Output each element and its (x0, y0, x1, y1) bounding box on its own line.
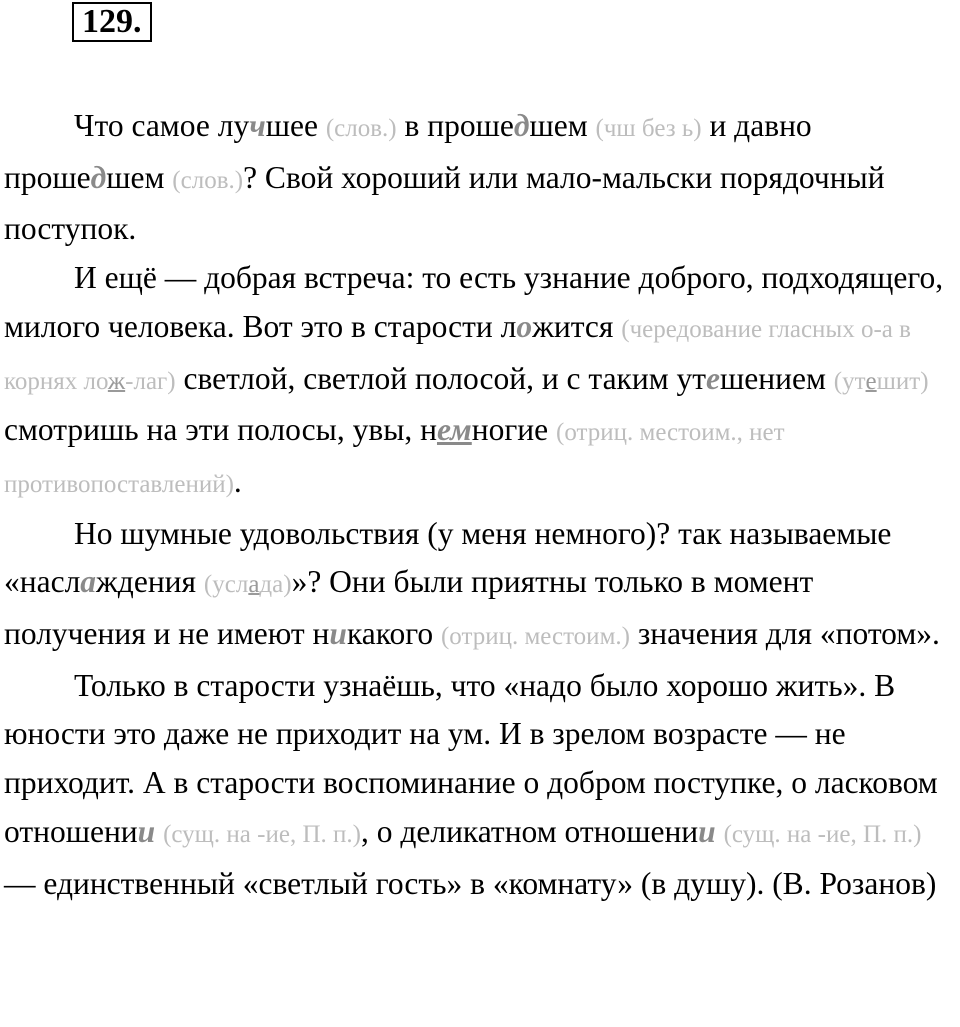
grammar-note: (сущ. на -ие, П. п.) (163, 820, 361, 848)
grammar-note: (отриц. местоим.) (440, 623, 630, 651)
text-run: Но шумные удовольствия (у меня немного)? так называемые «насл (4, 515, 892, 600)
note-part: (чередование гласных о-а в корнях ло (4, 315, 911, 395)
text-run: какого (346, 616, 441, 652)
highlighted-letter: ч (249, 108, 266, 143)
note-part: -лаг) (125, 367, 176, 395)
grammar-note: (слов.) (325, 115, 397, 142)
text-run: ногие (471, 412, 557, 448)
text-run (716, 814, 724, 849)
grammar-note: (сущ. на -ие, П. п.) (723, 820, 922, 848)
text-run: , о деликатном отношени (360, 813, 699, 849)
note-underlined-letter: ж (107, 367, 126, 395)
text-run: и давно проше (4, 108, 812, 195)
text-run: Что самое лу (74, 108, 250, 143)
text-run: жится (532, 308, 622, 344)
text-run: Только в старости узнаёшь, что «надо было хорошо жить». В юности это даже не приходит на ум. И в зрелом возрасте — не приходит. А в старости воспоминание о добром поступке, о ласковом отношени (4, 667, 938, 849)
highlighted-letter: и (329, 616, 347, 652)
highlighted-letter: д (513, 108, 530, 143)
grammar-note (204, 571, 292, 598)
paragraph-2 (4, 254, 956, 510)
highlighted-letter: д (90, 159, 107, 195)
paragraph-4 (4, 662, 956, 909)
highlighted-letter: е (706, 360, 721, 396)
paragraph-3 (4, 510, 956, 662)
highlighted-letter: и (698, 813, 716, 849)
text-run: шением (720, 360, 834, 396)
highlighted-letter: а (80, 564, 97, 600)
highlighted-letter: о (516, 308, 533, 344)
highlighted-letters: ем (436, 412, 472, 448)
note-part: да) (259, 571, 292, 599)
paragraph-1 (4, 102, 956, 254)
exercise-number: 129 (82, 3, 133, 40)
text-run: И ещё — добрая встреча: то есть узнание доброго, подходящего, милого человека. Вот это в старости л (4, 260, 944, 344)
text-run: в проше (396, 108, 514, 143)
text-run: светлой, светлой полосой, и с таким ут (175, 360, 707, 396)
text-run: — единственный «светлый гость» в «комнату» (в душу). (В. Розанов) (4, 865, 937, 901)
text-run: . (233, 463, 242, 499)
grammar-note: (чш без ь) (595, 115, 702, 142)
text-run: шем (106, 159, 173, 195)
text-run: смотришь на эти полосы, увы, н (4, 412, 437, 448)
text-run: ? Свой хороший или мало-мальски порядочный поступок. (4, 159, 885, 247)
note-underlined-letter: е (865, 367, 877, 395)
note-underlined-letter: а (248, 571, 260, 599)
exercise-number-box (72, 2, 152, 42)
highlighted-letter: и (137, 813, 156, 849)
exercise-text (4, 102, 956, 908)
note-part: (усл (203, 571, 249, 599)
note-part: шит) (876, 367, 929, 395)
text-run (155, 814, 163, 849)
grammar-note: (слов.) (172, 166, 244, 194)
text-run: шем (529, 108, 596, 143)
exercise-number-dot: . (133, 3, 142, 40)
text-run: значения для «потом». (629, 616, 940, 652)
note-part: (ут (833, 367, 866, 395)
text-run: ждения (96, 564, 204, 600)
text-run: шее (265, 108, 326, 143)
text-run: »? Они были приятны только в момент получения и не имеют н (4, 564, 814, 652)
grammar-note (834, 368, 929, 395)
grammar-note: (отриц. местоим., нет противопоставлений) (4, 419, 785, 498)
